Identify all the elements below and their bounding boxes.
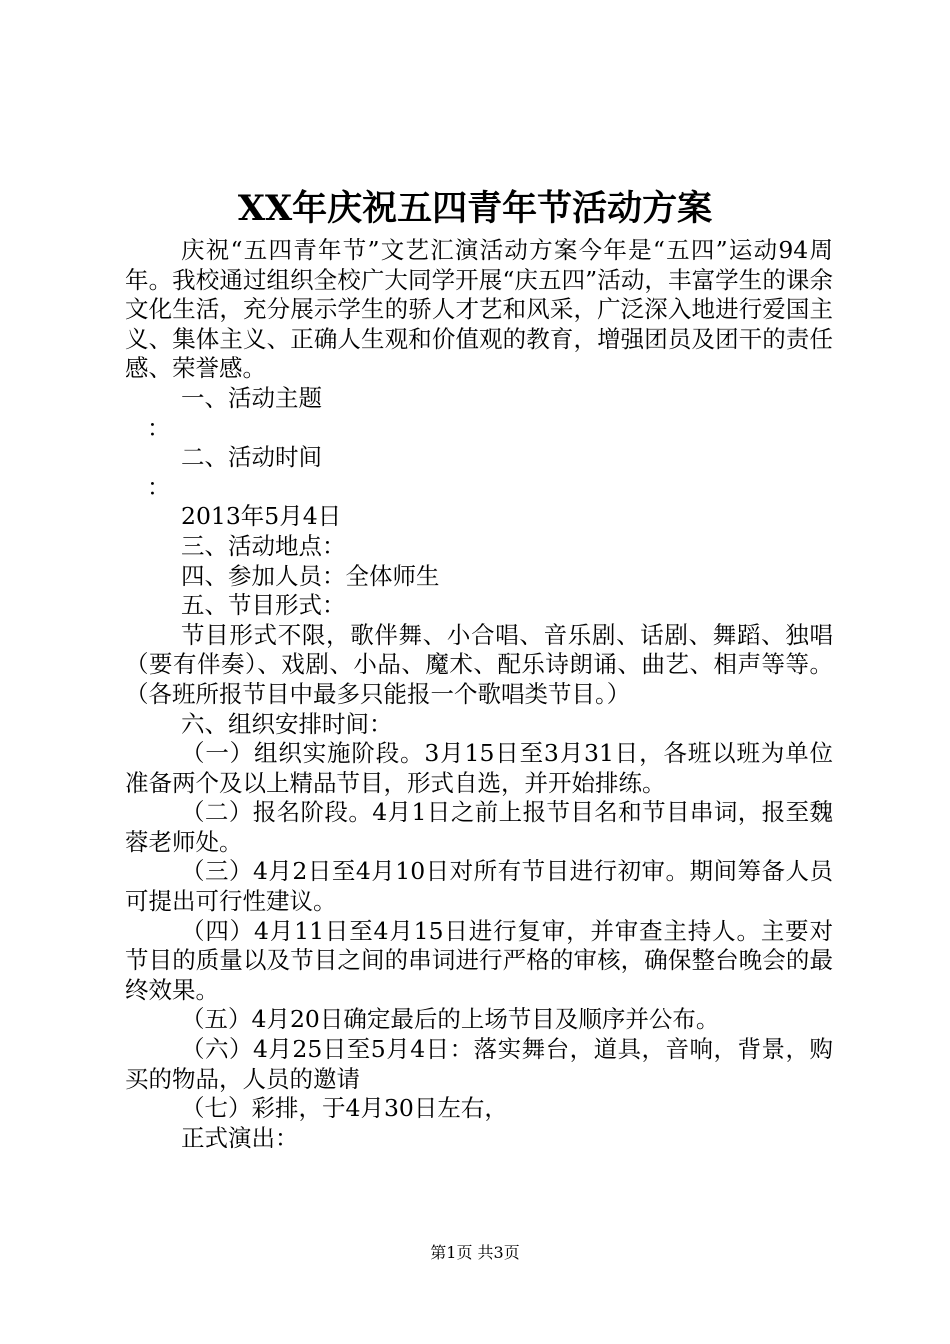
event-date: 2013年5月4日 [181,502,342,531]
intro-paragraph: 庆祝“五四青年节”文艺汇演活动方案今年是“五四”运动94周年。我校通过组织全校广大同学开展“庆五四”活动，丰富学生的课余文化生活，充分展示学生的骄人才艺和风采，广泛深入地进行爱国主义、集体主义、正确人生观和价值观的教育，增强团员及团干的责任感、荣誉感。 [125,236,833,383]
theme-colon: ： [147,413,171,442]
schedule-item-2: （二）报名阶段。4月1日之前上报节目名和节目串词，报至魏蓉老师处。 [125,798,833,856]
section-heading-time: 二、活动时间 [181,443,322,472]
section-heading-theme: 一、活动主题 [181,383,322,412]
document-body [125,236,833,1153]
section-heading-venue: 三、活动地点： [181,531,346,560]
section-heading-format: 五、节目形式： [181,591,346,620]
schedule-item-7: （七）彩排，于4月30日左右， [181,1094,508,1123]
formal-performance: 正式演出： [181,1123,299,1152]
document-title: XX年庆祝五四青年节活动方案 [237,188,713,229]
schedule-item-4: （四）4月11日至4月15日进行复审，并审查主持人。主要对节目的质量以及节目之间的串词进行严格的审核，确保整台晚会的最终效果。 [125,916,833,1004]
page-number-footer: 第1页 共3页 [430,1243,520,1262]
schedule-item-6: （六）4月25日至5月4日：落实舞台，道具，音响，背景，购买的物品，人员的邀请 [125,1035,833,1093]
schedule-item-5: （五）4月20日确定最后的上场节目及顺序并公布。 [181,1005,720,1034]
schedule-item-3: （三）4月2日至4月10日对所有节目进行初审。期间筹备人员可提出可行性建议。 [125,857,833,916]
schedule-item-1: （一）组织实施阶段。3月15日至3月31日，各班以班为单位准备两个及以上精品节目，形式自选，并开始排练。 [125,739,833,797]
format-description: 节目形式不限，歌伴舞、小合唱、音乐剧、话剧、舞蹈、独唱（要有伴奏）、戏剧、小品、魔术、配乐诗朗诵、曲艺、相声等等。（各班所报节目中最多只能报一个歌唱类节目。） [125,620,833,708]
time-colon: ： [147,472,171,501]
section-heading-schedule: 六、组织安排时间： [181,709,393,738]
section-heading-participants: 四、参加人员：全体师生 [181,561,440,590]
